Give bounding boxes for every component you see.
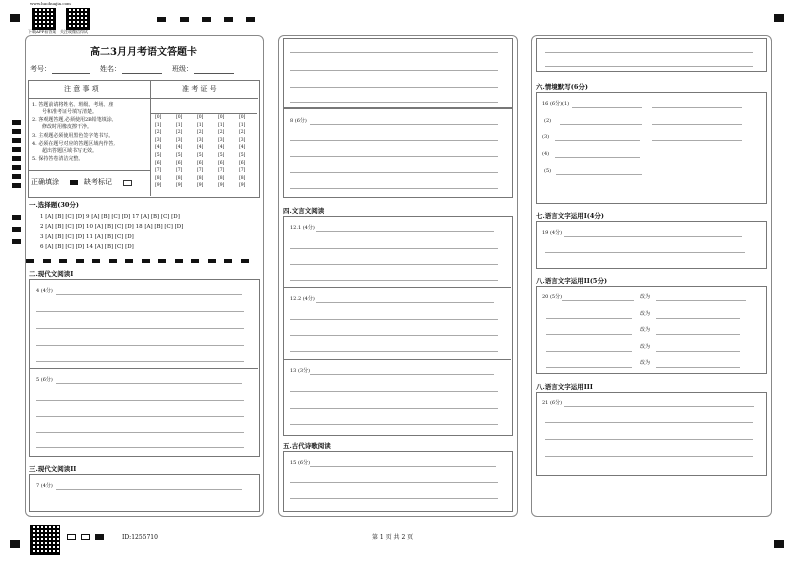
timing-mark: [12, 120, 21, 125]
footer-marker: [81, 534, 90, 540]
answer-line[interactable]: [36, 432, 244, 433]
admission-bubble[interactable]: [9]: [155, 183, 162, 189]
admission-bubble[interactable]: [7]: [197, 168, 204, 174]
absent-mark-checkbox[interactable]: [123, 180, 132, 186]
answer-line[interactable]: [555, 140, 640, 141]
admission-bubble[interactable]: [0]: [197, 115, 204, 120]
answer-line[interactable]: [36, 311, 244, 312]
admission-bubble[interactable]: [6]: [176, 160, 183, 166]
timing-mark: [12, 174, 21, 179]
corner-mark: [10, 540, 20, 548]
timing-mark: [12, 227, 21, 232]
admission-bubble[interactable]: [4]: [218, 145, 225, 151]
q16-5-label: (5): [544, 168, 552, 174]
answer-box-language-1[interactable]: [536, 221, 767, 269]
answer-line[interactable]: [572, 107, 642, 108]
mc-row[interactable]: 3 [A] [B] [C] [D] 11 [A] [B] [C] [D]: [40, 234, 134, 240]
section-2-title: 二.现代文阅读I: [29, 270, 74, 278]
answer-line[interactable]: [656, 351, 740, 352]
corner-mark: [774, 540, 784, 548]
admission-bubble[interactable]: [5]: [197, 153, 204, 158]
timing-mark: [175, 259, 183, 263]
answer-line[interactable]: [36, 400, 244, 401]
name-label: 姓名：: [100, 65, 121, 73]
q16-label: 16 (6分)(1): [542, 101, 570, 107]
answer-line[interactable]: [290, 498, 498, 499]
q12-2-label: 12.2 (4分): [290, 296, 315, 302]
answer-line[interactable]: [290, 140, 498, 141]
answer-line[interactable]: [290, 188, 498, 189]
qr-code-app: [32, 8, 56, 30]
timing-mark: [26, 259, 34, 263]
admission-bubble[interactable]: [0]: [218, 115, 225, 120]
class-field[interactable]: [194, 73, 234, 74]
separator-marks: [26, 259, 256, 264]
box-divider: [28, 170, 150, 171]
page-number: 第 1 页 共 2 页: [372, 534, 414, 541]
timing-mark: [224, 259, 232, 263]
answer-line[interactable]: [290, 319, 498, 320]
timing-mark: [12, 239, 21, 244]
section-5-title: 五.古代诗歌阅读: [283, 442, 331, 450]
mc-row[interactable]: 2 [A] [B] [C] [D] 10 [A] [B] [C] [D] 18 [A] [B] [C] [D]: [40, 224, 184, 230]
timing-mark: [76, 259, 84, 263]
admission-bubble[interactable]: [3]: [155, 137, 162, 143]
answer-line[interactable]: [564, 236, 742, 237]
answer-line[interactable]: [556, 174, 642, 175]
answer-line[interactable]: [560, 124, 642, 125]
q16-4-label: (4): [542, 151, 550, 157]
notice-line: 3. 主观题必须使用黑色签字笔书写。: [32, 133, 114, 139]
qr-caption-app: 下载APP看答案: [28, 29, 57, 34]
notice-line: 修改时用橡皮擦干净。: [42, 124, 93, 130]
sheet-id: ID:1255710: [122, 534, 158, 541]
answer-line[interactable]: [316, 231, 494, 232]
footer-marker: [67, 534, 76, 540]
answer-line[interactable]: [290, 52, 498, 53]
answer-line[interactable]: [290, 87, 498, 88]
answer-line[interactable]: [546, 318, 632, 319]
admission-bubble[interactable]: [8]: [155, 175, 162, 181]
notice-title: 注 意 事 项: [64, 85, 99, 93]
box-divider: [29, 368, 258, 369]
answer-line[interactable]: [562, 300, 634, 301]
qr-caption-wechat: 关注或微信得试: [60, 29, 88, 34]
answer-line[interactable]: [545, 456, 753, 457]
timing-mark: [202, 17, 211, 22]
change-label: 改为: [640, 360, 651, 366]
timing-mark: [142, 259, 150, 263]
admission-bubble[interactable]: [8]: [239, 175, 246, 181]
q8-label: 8 (6分): [290, 118, 307, 124]
change-label: 改为: [640, 294, 651, 300]
admission-bubble-grid[interactable]: [151, 116, 257, 194]
admission-bubble[interactable]: [2]: [176, 130, 183, 136]
admission-bubble[interactable]: [7]: [176, 168, 183, 174]
answer-line[interactable]: [652, 140, 742, 141]
section-4-title: 四.文言文阅读: [283, 207, 325, 215]
timing-mark: [191, 259, 199, 263]
notice-line: 号和准考证号填写清楚。: [42, 109, 98, 115]
notice-line: 超出答题区域书写无效。: [42, 148, 98, 154]
answer-line[interactable]: [36, 416, 244, 417]
section-7-title: 七.语言文字运用I(4分): [536, 212, 604, 220]
answer-line[interactable]: [546, 367, 632, 368]
answer-line[interactable]: [545, 52, 753, 53]
answer-line[interactable]: [290, 391, 498, 392]
answer-line[interactable]: [290, 172, 498, 173]
answer-line[interactable]: [36, 345, 244, 346]
answer-line[interactable]: [545, 439, 753, 440]
admission-bubble[interactable]: [2]: [155, 130, 162, 136]
answer-line[interactable]: [310, 124, 498, 125]
q12-1-label: 12.1 (4分): [290, 225, 315, 231]
q20-label: 20 (5分): [542, 294, 563, 300]
admission-bubble[interactable]: [9]: [176, 183, 183, 189]
answer-line[interactable]: [545, 422, 753, 423]
class-label: 班级：: [172, 65, 193, 73]
admission-bubble[interactable]: [2]: [239, 130, 246, 136]
notice-line: 5. 保持答卷清洁完整。: [32, 156, 84, 162]
admission-bubble[interactable]: [6]: [218, 160, 225, 166]
admission-bubble[interactable]: [9]: [197, 183, 204, 189]
answer-line[interactable]: [310, 374, 494, 375]
admission-bubble[interactable]: [4]: [197, 145, 204, 151]
answer-line[interactable]: [290, 408, 498, 409]
admission-bubble[interactable]: [5]: [239, 153, 246, 158]
q21-label: 21 (6分): [542, 400, 563, 406]
admission-bubble[interactable]: [8]: [218, 175, 225, 181]
notice-line: 4. 必须在题号对应的答题区域内作答,: [32, 141, 115, 147]
answer-line[interactable]: [564, 406, 754, 407]
answer-line[interactable]: [56, 294, 242, 295]
answer-line[interactable]: [290, 424, 498, 425]
admission-bubble[interactable]: [2]: [218, 130, 225, 136]
answer-line[interactable]: [545, 252, 745, 253]
change-label: 改为: [640, 327, 651, 333]
admission-bubble[interactable]: [4]: [155, 145, 162, 151]
admission-bubble[interactable]: [8]: [197, 175, 204, 181]
q13-label: 13 (3分): [290, 368, 311, 374]
answer-line[interactable]: [290, 351, 498, 352]
admission-bubble[interactable]: [2]: [197, 130, 204, 136]
timing-mark: [12, 165, 21, 170]
admission-bubble[interactable]: [7]: [155, 168, 162, 174]
timing-mark: [12, 129, 21, 134]
admission-bubble[interactable]: [6]: [155, 160, 162, 166]
answer-line[interactable]: [290, 102, 498, 103]
answer-box-recitation[interactable]: [536, 92, 767, 204]
timing-mark: [59, 259, 67, 263]
answer-line[interactable]: [316, 302, 494, 303]
answer-line[interactable]: [546, 334, 632, 335]
answer-line[interactable]: [310, 466, 496, 467]
timing-mark: [224, 17, 233, 22]
timing-mark: [43, 259, 51, 263]
qr-code-wechat: [66, 8, 90, 30]
change-label: 改为: [640, 311, 651, 317]
notice-line: 2. 客观题答题,必须使用2B铅笔填涂,: [32, 117, 114, 123]
footer-marker: [95, 534, 104, 540]
timing-mark: [157, 17, 166, 22]
admission-bubble[interactable]: [1]: [155, 122, 162, 128]
admission-bubble[interactable]: [4]: [176, 145, 183, 151]
admission-bubble[interactable]: [9]: [239, 183, 246, 189]
admission-bubble[interactable]: [4]: [239, 145, 246, 151]
section-9-title: 八.语言文字运用III: [536, 383, 593, 391]
notice-line: 1. 答题前请将姓名、班级、考场、座: [32, 102, 114, 108]
timing-mark: [12, 138, 21, 143]
admission-bubble[interactable]: [1]: [239, 122, 246, 128]
answer-line[interactable]: [652, 107, 742, 108]
admission-bubble[interactable]: [6]: [197, 160, 204, 166]
answer-box-continued[interactable]: [283, 38, 513, 108]
answer-box-classical[interactable]: [283, 216, 513, 436]
answer-line[interactable]: [290, 156, 498, 157]
timing-mark: [12, 215, 21, 220]
timing-mark: [158, 259, 166, 263]
admission-entry-row[interactable]: [151, 99, 257, 114]
admission-bubble[interactable]: [5]: [218, 153, 225, 158]
mc-row[interactable]: 6 [A] [B] [C] [D] 14 [A] [B] [C] [D]: [40, 244, 134, 250]
change-label: 改为: [640, 344, 651, 350]
correct-fill-sample: [70, 180, 78, 185]
name-field[interactable]: [122, 73, 162, 74]
answer-line[interactable]: [290, 70, 498, 71]
q16-2-label: (2): [544, 118, 552, 124]
timing-mark: [12, 156, 21, 161]
q5-label: 5 (6分): [36, 377, 53, 383]
admission-bubble[interactable]: [1]: [218, 122, 225, 128]
mc-row[interactable]: 1 [A] [B] [C] [D] 9 [A] [B] [C] [D] 17 [A] [B] [C] [D]: [40, 214, 180, 220]
answer-line[interactable]: [290, 248, 498, 249]
answer-box-language-3[interactable]: [536, 392, 767, 476]
answer-line[interactable]: [290, 280, 498, 281]
q4-label: 4 (4分): [36, 288, 53, 294]
answer-line[interactable]: [555, 157, 640, 158]
admission-bubble[interactable]: [7]: [218, 168, 225, 174]
exam-no-field[interactable]: [52, 73, 90, 74]
timing-mark: [12, 147, 21, 152]
corner-mark: [10, 14, 20, 22]
answer-line[interactable]: [545, 66, 753, 67]
site-url: www.huohuajia.com: [30, 1, 71, 6]
box-divider: [283, 287, 511, 288]
admission-bubble[interactable]: [0]: [155, 115, 162, 120]
admission-bubble[interactable]: [5]: [176, 153, 183, 158]
timing-mark: [12, 183, 21, 188]
timing-mark: [109, 259, 117, 263]
admission-bubble[interactable]: [3]: [239, 137, 246, 143]
q7-label: 7 (4分): [36, 483, 53, 489]
corner-mark: [774, 14, 784, 22]
admission-bubble[interactable]: [0]: [176, 115, 183, 120]
exam-no-label: 考号：: [30, 65, 51, 73]
answer-line[interactable]: [290, 482, 498, 483]
answer-line[interactable]: [290, 264, 498, 265]
mc-section-title: 一.选择题(30分): [29, 201, 79, 209]
admission-bubble[interactable]: [8]: [176, 175, 183, 181]
answer-line[interactable]: [546, 351, 632, 352]
timing-mark: [180, 17, 189, 22]
answer-box-q8[interactable]: [283, 108, 513, 198]
admission-bubble[interactable]: [9]: [218, 183, 225, 189]
timing-mark: [92, 259, 100, 263]
admission-bubble[interactable]: [3]: [197, 137, 204, 143]
q15-label: 15 (6分): [290, 460, 311, 466]
answer-line[interactable]: [56, 489, 242, 490]
answer-box-modern-2[interactable]: [29, 474, 260, 512]
admission-bubble[interactable]: [6]: [239, 160, 246, 166]
timing-mark: [246, 17, 255, 22]
answer-line[interactable]: [652, 124, 742, 125]
answer-line[interactable]: [656, 334, 740, 335]
page-title: 高二3月月考语文答题卡: [90, 47, 197, 58]
answer-line[interactable]: [56, 383, 242, 384]
correct-fill-label: 正确填涂: [31, 178, 59, 186]
section-3-title: 三.现代文阅读II: [29, 465, 77, 473]
answer-line[interactable]: [656, 367, 740, 368]
timing-mark: [125, 259, 133, 263]
admission-bubble[interactable]: [5]: [155, 153, 162, 158]
answer-line[interactable]: [36, 361, 244, 362]
answer-line[interactable]: [36, 447, 244, 448]
answer-line[interactable]: [290, 335, 498, 336]
timing-mark: [241, 259, 249, 263]
answer-line[interactable]: [656, 300, 746, 301]
admission-bubble[interactable]: [3]: [176, 137, 183, 143]
qr-code-footer: [30, 525, 60, 555]
answer-line[interactable]: [656, 318, 740, 319]
timing-mark: [208, 259, 216, 263]
admission-bubble[interactable]: [1]: [176, 122, 183, 128]
section-6-title: 六.情境默写(6分): [536, 83, 588, 91]
absent-mark-label: 缺考标记: [84, 178, 112, 186]
box-divider: [283, 359, 511, 360]
admission-title: 准 考 证 号: [182, 85, 217, 93]
q19-label: 19 (4分): [542, 230, 563, 236]
admission-bubble[interactable]: [3]: [218, 137, 225, 143]
admission-bubble[interactable]: [1]: [197, 122, 204, 128]
q16-3-label: (3): [542, 134, 550, 140]
answer-line[interactable]: [36, 328, 244, 329]
section-8-title: 八.语言文字运用II(5分): [536, 277, 608, 285]
admission-bubble[interactable]: [7]: [239, 168, 246, 174]
admission-bubble[interactable]: [0]: [239, 115, 246, 120]
